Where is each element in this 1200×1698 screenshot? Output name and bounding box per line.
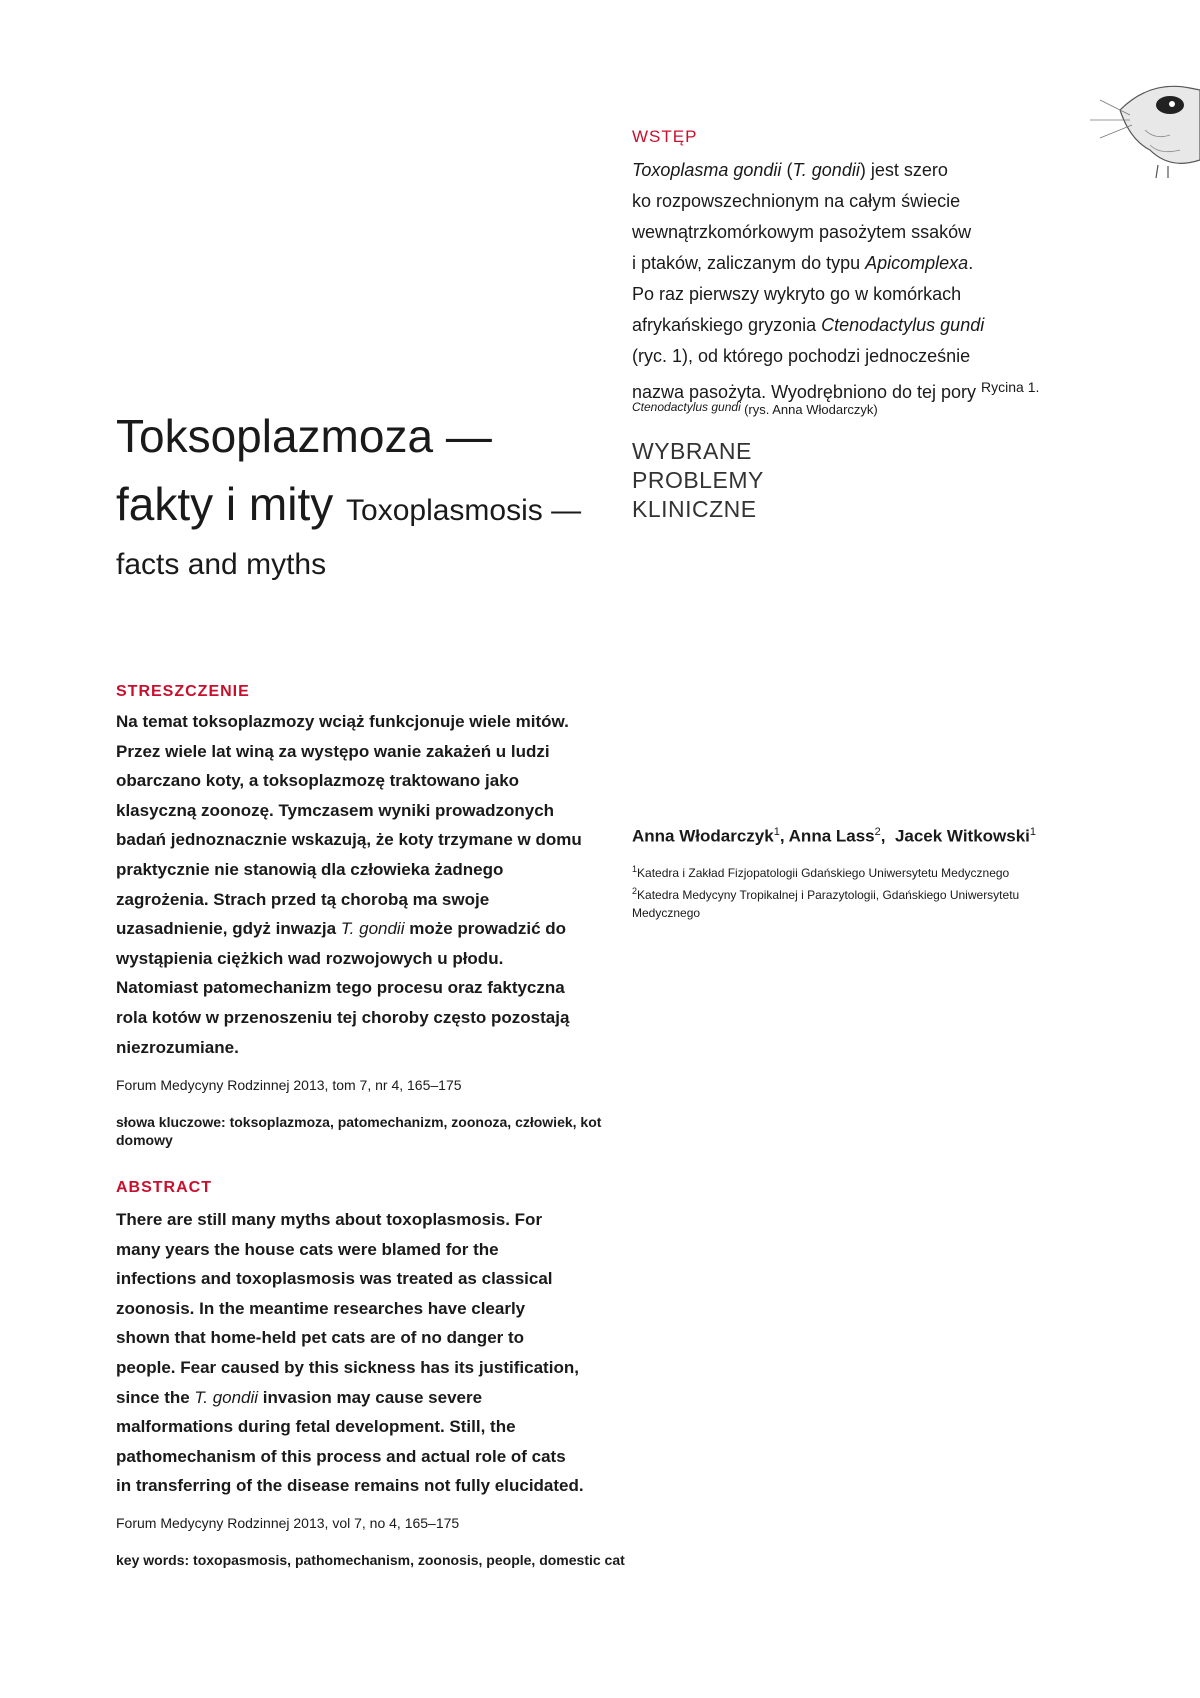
author-affil-ref: 1 <box>773 826 780 838</box>
figure-caption-credit: (rys. Anna Włodarczyk) <box>744 402 878 417</box>
line-text: wystąpienia ciężkich wad rozwojowych u płodu. <box>116 948 504 968</box>
line-text: może prowadzić do <box>404 919 567 939</box>
author-name: Jacek Witkowski <box>894 826 1030 846</box>
line-text: zagrożenia. Strach przed tą chorobą ma swoje <box>116 889 490 909</box>
intro-line <box>632 217 1052 248</box>
intro-italic-term: T. gondii <box>792 160 860 180</box>
figure-caption-label: Rycina 1. <box>981 379 1040 395</box>
species-name: T. gondii <box>340 919 405 939</box>
intro-line <box>632 310 1052 341</box>
intro-body <box>632 155 1052 408</box>
abstract-citation: Forum Medycyny Rodzinnej 2013, vol 7, no 4, 165–175 <box>116 1515 460 1531</box>
figure-caption <box>632 400 878 417</box>
streszczenie-heading: STRESZCZENIE <box>116 683 250 700</box>
abstract-line <box>116 1412 626 1442</box>
intro-text: ko rozpowszechnionym na całym świecie <box>632 191 961 211</box>
affiliations <box>632 860 1072 922</box>
section-label <box>632 437 764 524</box>
intro-text: ( <box>781 160 793 180</box>
abstract-keywords: key words: toxopasmosis, pathomechanism, zoonosis, people, domestic cat <box>116 1552 625 1568</box>
streszczenie-line <box>116 855 626 885</box>
intro-italic-term: Ctenodactylus gundi <box>821 315 985 335</box>
gundi-sketch-icon <box>1060 70 1200 180</box>
abstract-line <box>116 1235 626 1265</box>
abstract-line <box>116 1205 626 1235</box>
intro-text: ) jest szero <box>859 160 948 180</box>
section-label-line: KLINICZNE <box>632 496 757 522</box>
affiliation-text: Katedra i Zakład Fizjopatologii Gdańskiego Uniwersytetu Medycznego <box>637 866 1010 880</box>
intro-italic-term: Toxoplasma gondii <box>632 160 782 180</box>
intro-text: . <box>968 253 974 273</box>
intro-line <box>632 279 1052 310</box>
affiliation-number: 1 <box>632 864 638 874</box>
title-polish-line1: Toksoplazmoza — <box>116 410 492 462</box>
intro-text: Po raz pierwszy wykryto go w komórkach <box>632 284 962 304</box>
author-affil-ref: 2 <box>874 826 881 838</box>
section-label-line: PROBLEMY <box>632 467 764 493</box>
abstract-line <box>116 1442 626 1472</box>
abstract-body <box>116 1205 626 1501</box>
author-name: Anna Włodarczyk <box>632 826 774 846</box>
intro-line <box>632 186 1052 217</box>
affiliation-number: 2 <box>632 886 638 896</box>
author-name: Anna Lass <box>788 826 875 846</box>
line-text: malformations during fetal development. Still, the <box>116 1417 516 1437</box>
intro-text: afrykańskiego gryzonia <box>632 315 822 335</box>
streszczenie-line <box>116 914 626 944</box>
intro-text: nazwa pasożyta. Wyodrębniono do tej pory <box>632 382 982 402</box>
line-text: Natomiast patomechanizm tego procesu oraz faktyczna <box>116 978 565 998</box>
streszczenie-line <box>116 973 626 1003</box>
intro-italic-term: Apicomplexa <box>865 253 969 273</box>
title-line2 <box>116 474 636 541</box>
line-text: many years the house cats were blamed for the <box>116 1239 499 1259</box>
intro-text: i ptaków, zaliczanym do typu <box>632 253 866 273</box>
line-text: shown that home-held pet cats are of no danger to <box>116 1328 525 1348</box>
intro-line <box>632 341 1052 372</box>
line-text: There are still many myths about toxoplasmosis. For <box>116 1210 543 1229</box>
streszczenie-line <box>116 1003 626 1033</box>
line-text: klasyczną zoonozę. Tymczasem wyniki prowadzonych <box>116 800 555 820</box>
line-text: in transferring of the disease remains not fully elucidated. <box>116 1476 584 1496</box>
abstract-line <box>116 1294 626 1324</box>
author-list: Anna Włodarczyk$^1$, Anna Lass$^2$, Jacek Witkowski$^1$ <box>632 826 1037 846</box>
line-text: rola kotów w przenoszeniu tej choroby często pozostają <box>116 1007 570 1027</box>
streszczenie-keywords: słowa kluczowe: toksoplazmoza, patomechanizm, zoonoza, człowiek, kot domowy <box>116 1114 602 1148</box>
abstract-line <box>116 1323 626 1353</box>
species-name: T. gondii <box>194 1387 259 1407</box>
line-text: invasion may cause severe <box>258 1387 483 1407</box>
line-text: niezrozumiane. <box>116 1037 239 1057</box>
intro-heading: WSTĘP <box>632 127 698 146</box>
intro-text: wewnątrzkomórkowym pasożytem ssaków <box>632 222 972 242</box>
line-text: infections and toxoplasmosis was treated as classical <box>116 1269 553 1289</box>
line-text: since the <box>116 1387 195 1407</box>
line-text: obarczano koty, a toksoplazmozę traktowano jako <box>116 771 520 791</box>
streszczenie-line <box>116 944 626 974</box>
abstract-line <box>116 1471 626 1501</box>
streszczenie-line <box>116 707 626 737</box>
line-text: zoonosis. In the meantime researches have clearly <box>116 1298 526 1318</box>
intro-line <box>632 248 1052 279</box>
line-text: people. Fear caused by this sickness has its justification, <box>116 1357 579 1377</box>
affiliation <box>632 860 1072 882</box>
title-english-line1: Toxoplasmosis — <box>346 494 582 527</box>
article-title <box>116 408 636 587</box>
title-english-line2: facts and myths <box>116 548 327 581</box>
streszczenie-line <box>116 737 626 767</box>
streszczenie-line <box>116 885 626 915</box>
affiliation <box>632 882 1072 922</box>
line-text: uzasadnienie, gdyż inwazja <box>116 919 341 939</box>
abstract-line <box>116 1264 626 1294</box>
abstract-line <box>116 1353 626 1383</box>
abstract-line <box>116 1383 626 1413</box>
line-text: praktycznie nie stanowią dla człowieka żadnego <box>116 859 504 879</box>
line-text: pathomechanism of this process and actual role of cats <box>116 1446 566 1466</box>
abstract-heading: ABSTRACT <box>116 1179 212 1196</box>
line-text: badań jednoznacznie wskazują, że koty trzymane w domu <box>116 830 582 850</box>
line-text: Przez wiele lat winą za występo wanie zakażeń u ludzi <box>116 741 550 761</box>
streszczenie-line <box>116 825 626 855</box>
affiliation-text: Katedra Medycyny Tropikalnej i Parazytologii, Gdańskiego Uniwersytetu Medycznego <box>632 888 1020 920</box>
section-label-line: WYBRANE <box>632 438 752 464</box>
streszczenie-line <box>116 1033 626 1063</box>
title-polish-line2: fakty i mity <box>116 478 334 530</box>
figure-caption-species: Ctenodactylus gundi <box>632 400 741 414</box>
streszczenie-line <box>116 766 626 796</box>
intro-text: (ryc. 1), od którego pochodzi jednocześnie <box>632 346 971 366</box>
author-affil-ref: 1 <box>1029 826 1037 838</box>
line-text: Na temat toksoplazmozy wciąż funkcjonuje wiele mitów. <box>116 712 569 731</box>
streszczenie-body <box>116 707 626 1062</box>
streszczenie-line <box>116 796 626 826</box>
streszczenie-citation: Forum Medycyny Rodzinnej 2013, tom 7, nr 4, 165–175 <box>116 1077 462 1093</box>
intro-line <box>632 155 1052 186</box>
